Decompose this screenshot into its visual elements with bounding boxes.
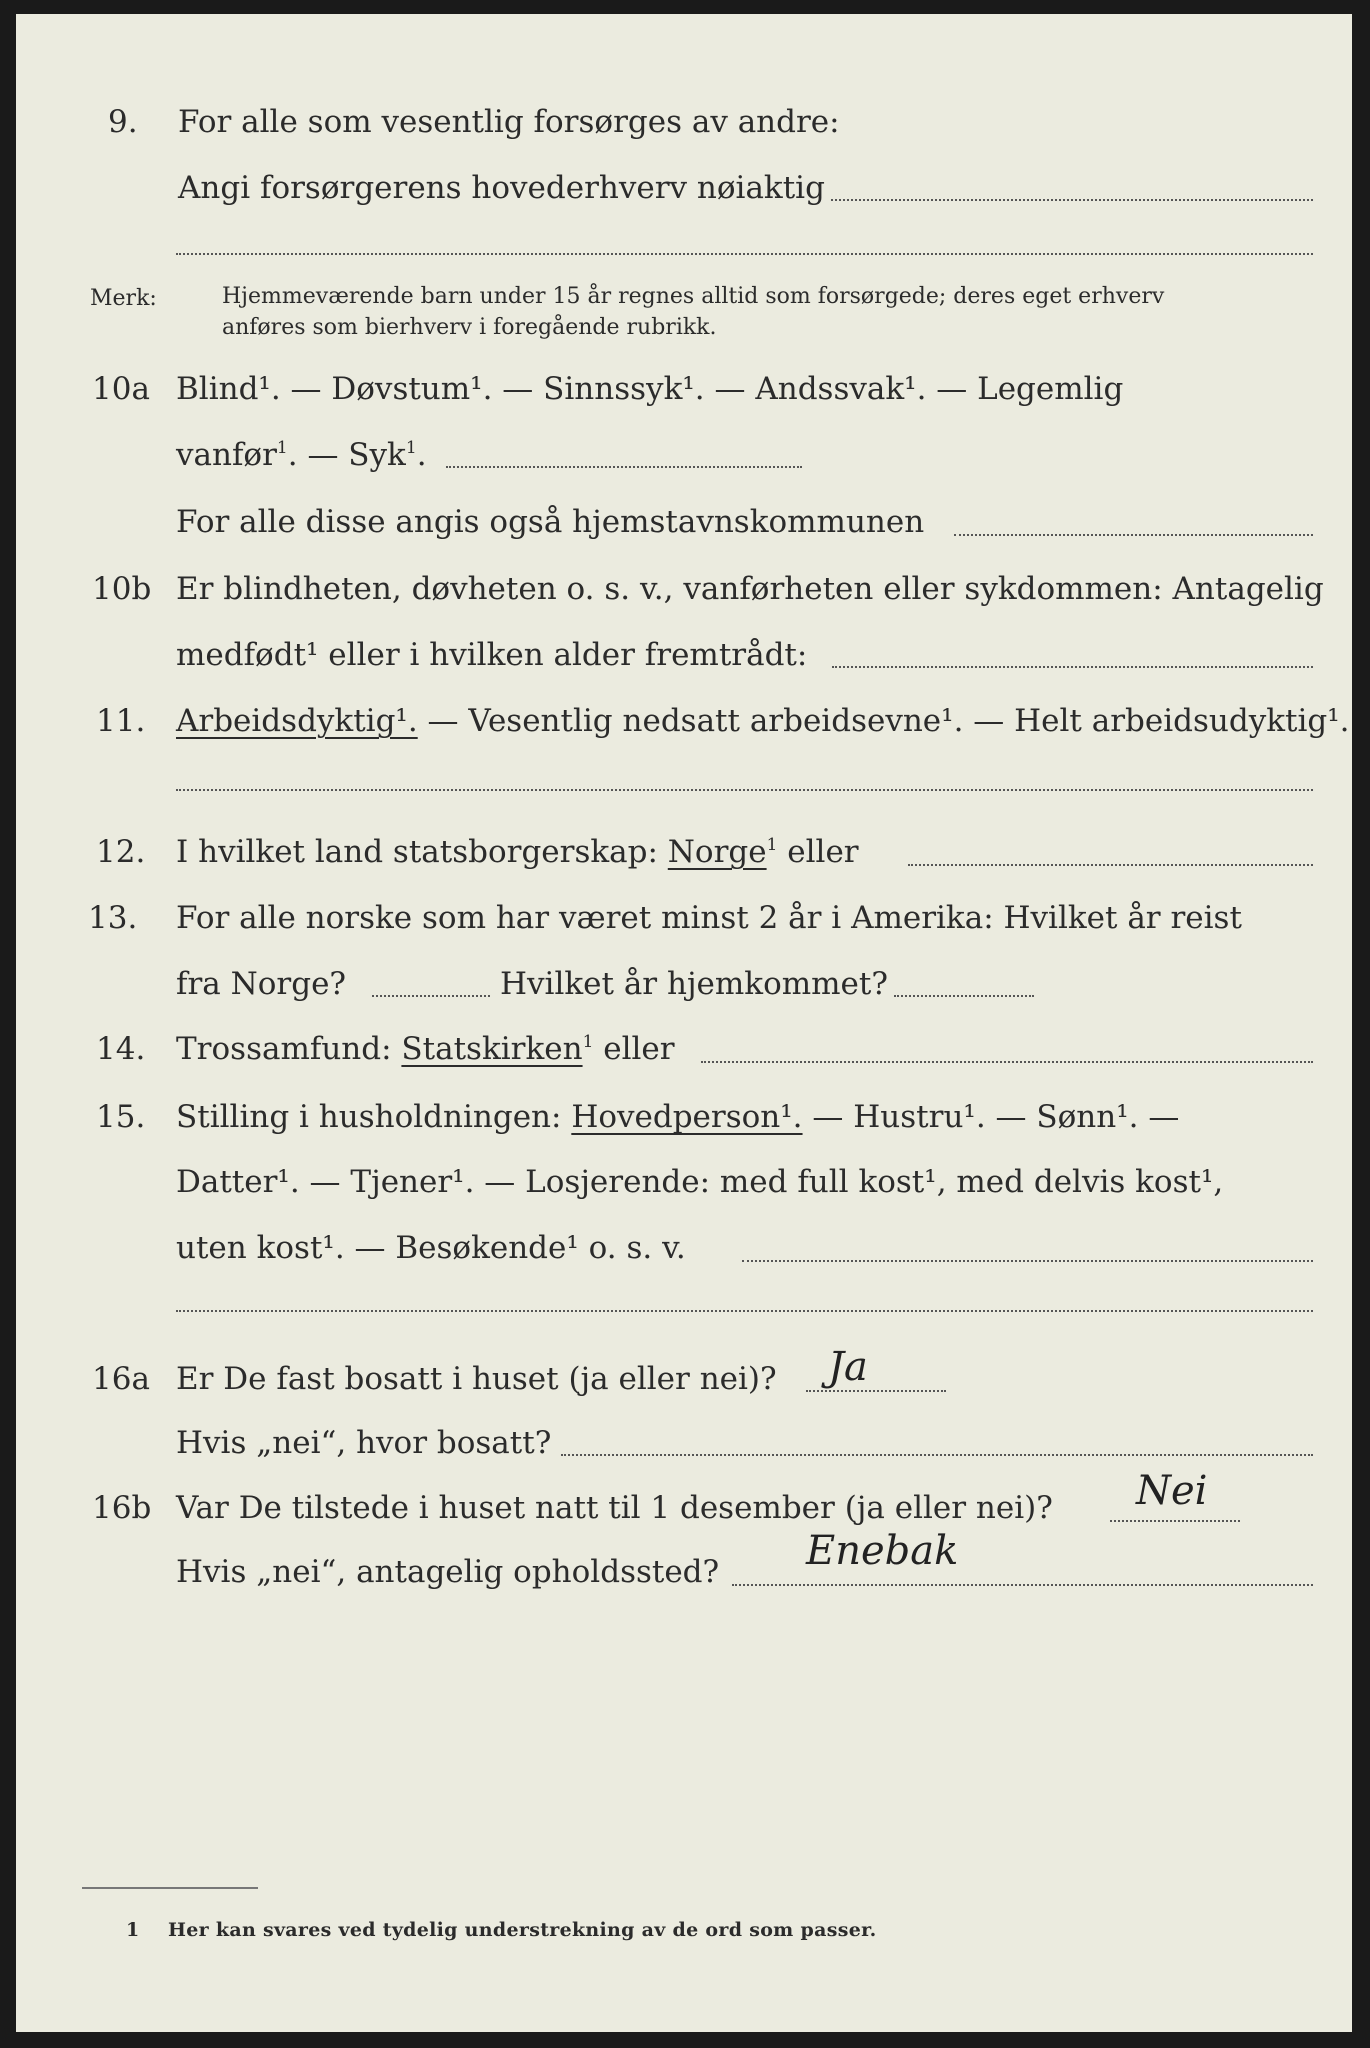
question-15-line-2: Datter¹. — Tjener¹. — Losjerende: med full kost¹, med delvis kost¹, — [176, 1164, 1224, 1200]
question-16b-line-1: Var De tilstede i huset natt til 1 desember (ja eller nei)? — [176, 1490, 1053, 1526]
answer-line-10a — [446, 466, 802, 468]
answer-line-9b — [176, 253, 1313, 255]
answer-line-16b-b — [732, 1584, 1313, 1586]
handwritten-answer-16b-place: Enebak — [806, 1528, 959, 1574]
note-label: Merk: — [90, 286, 157, 311]
answer-line-10b — [832, 666, 1313, 668]
census-form-page — [16, 14, 1352, 2032]
question-13-line-2a: fra Norge? — [176, 966, 347, 1002]
underlined-answer-15: Hovedperson¹. — [571, 1099, 803, 1135]
question-12-line-1: I hvilket land statsborgerskap: Norge$^1$ eller — [176, 834, 859, 870]
answer-line-13b — [894, 995, 1034, 997]
underlined-answer-14: Statskirken — [401, 1031, 583, 1067]
answer-line-14 — [701, 1061, 1313, 1063]
question-10a-line-2: vanfør$^1$. — Syk$^1$. — [176, 437, 427, 473]
footnote-rule — [82, 1887, 258, 1889]
question-number-16a: 16a — [92, 1361, 150, 1397]
underlined-answer-11: Arbeidsdyktig¹. — [176, 703, 418, 739]
question-number-16b: 16b — [92, 1490, 152, 1526]
question-16a-line-1: Er De fast bosatt i huset (ja eller nei)? — [176, 1361, 777, 1397]
question-number-11: 11. — [96, 703, 146, 739]
question-11-line-1: Arbeidsdyktig¹. — Vesentlig nedsatt arbeidsevne¹. — Helt arbeidsudyktig¹. — [176, 703, 1350, 739]
question-10a-line-1: Blind¹. — Døvstum¹. — Sinnssyk¹. — Andssvak¹. — Legemlig — [176, 371, 1124, 407]
footnote-mark: 1 — [126, 1919, 140, 1941]
footnote-text: Her kan svares ved tydelig understrekning av de ord som passer. — [168, 1919, 877, 1941]
underlined-answer-12: Norge — [667, 834, 767, 870]
answer-line-16a-b — [561, 1454, 1313, 1456]
question-number-15: 15. — [96, 1099, 146, 1135]
handwritten-answer-16a: Ja — [828, 1344, 868, 1390]
answer-line-15 — [742, 1260, 1313, 1262]
answer-line-11 — [176, 789, 1313, 791]
answer-line-9 — [831, 199, 1313, 201]
question-14-line-1: Trossamfund: Statskirken$^1$ eller — [176, 1031, 675, 1067]
question-number-13: 13. — [88, 900, 138, 936]
question-16a-line-2: Hvis „nei“, hvor bosatt? — [176, 1425, 552, 1461]
question-number-12: 12. — [96, 834, 146, 870]
question-10b-line-2: medfødt¹ eller i hvilken alder fremtrådt: — [176, 637, 808, 673]
answer-line-10a-b — [954, 534, 1313, 536]
note-line-2: anføres som bierhverv i foregående rubrikk. — [222, 315, 717, 340]
answer-line-16b — [1110, 1520, 1240, 1522]
question-number-10a: 10a — [92, 371, 150, 407]
question-15-line-1: Stilling i husholdningen: Hovedperson¹. — Hustru¹. — Sønn¹. — — [176, 1099, 1180, 1135]
answer-line-15b — [176, 1310, 1313, 1312]
question-10b-line-1: Er blindheten, døvheten o. s. v., vanførheten eller sykdommen: Antagelig — [176, 571, 1324, 607]
answer-line-13a — [372, 995, 490, 997]
question-16b-line-2: Hvis „nei“, antagelig opholdssted? — [176, 1554, 720, 1590]
question-10a-line-3: For alle disse angis også hjemstavnskommunen — [176, 504, 925, 540]
answer-line-16a — [806, 1390, 946, 1392]
handwritten-answer-16b: Nei — [1136, 1468, 1208, 1514]
question-number-9: 9. — [108, 104, 138, 140]
question-15-line-3: uten kost¹. — Besøkende¹ o. s. v. — [176, 1230, 686, 1266]
question-number-10b: 10b — [92, 571, 152, 607]
question-13-line-2b: Hvilket år hjemkommet? — [500, 966, 888, 1002]
answer-line-12 — [908, 864, 1313, 866]
question-9-line-1: For alle som vesentlig forsørges av andre: — [178, 104, 840, 140]
question-number-14: 14. — [96, 1031, 146, 1067]
question-13-line-1: For alle norske som har været minst 2 år i Amerika: Hvilket år reist — [176, 900, 1242, 936]
note-line-1: Hjemmeværende barn under 15 år regnes alltid som forsørgede; deres eget erhverv — [222, 284, 1165, 309]
question-9-line-2: Angi forsørgerens hovederhverv nøiaktig — [178, 170, 825, 206]
